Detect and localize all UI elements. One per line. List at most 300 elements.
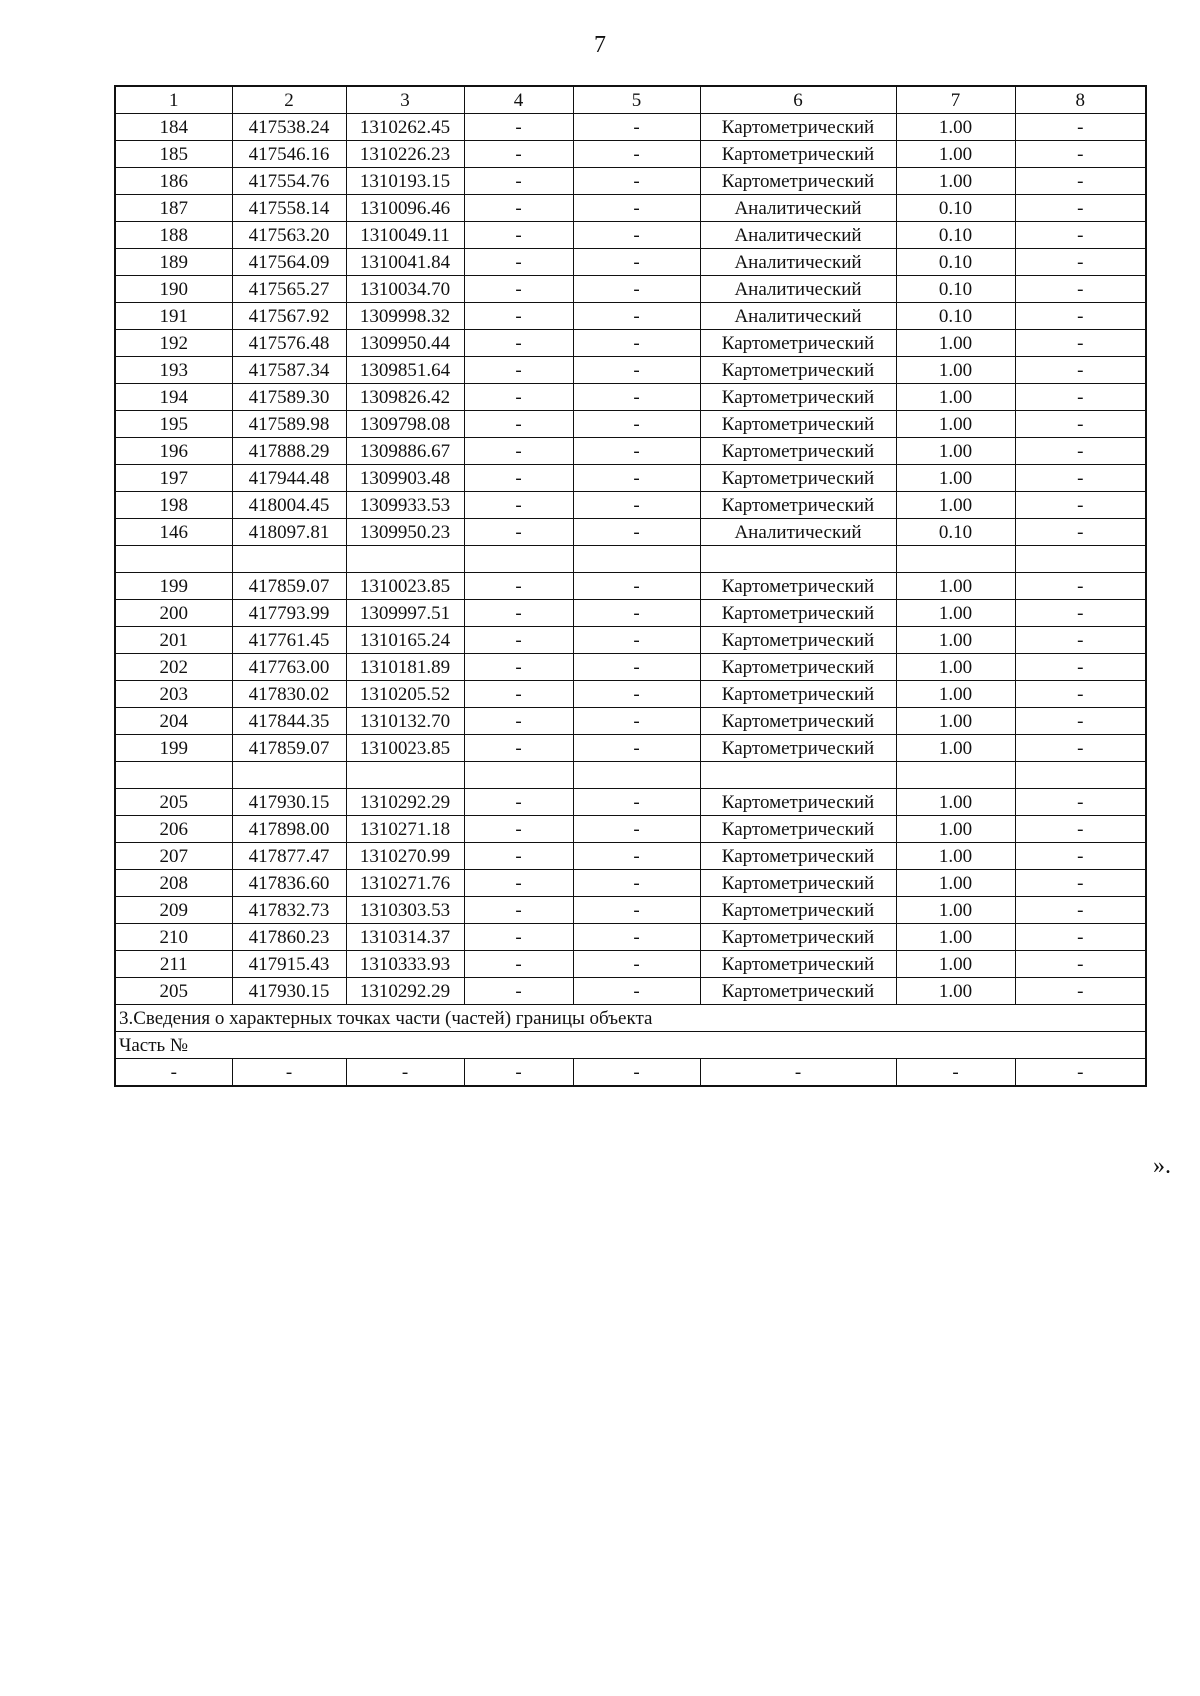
table-cell: 192 (115, 330, 232, 357)
empty-cell (896, 546, 1015, 573)
table-header-row (115, 86, 1146, 114)
table-cell: Аналитический (700, 195, 896, 222)
empty-cell (232, 762, 346, 789)
part-number-label: Часть № (115, 1032, 1146, 1059)
empty-cell (573, 546, 700, 573)
table-cell: 417554.76 (232, 168, 346, 195)
table-cell: - (464, 222, 573, 249)
table-cell: 1310023.85 (346, 573, 464, 600)
table-cell: Картометрический (700, 978, 896, 1005)
table-cell: 1310049.11 (346, 222, 464, 249)
table-cell: - (1015, 708, 1146, 735)
table-row (115, 681, 1146, 708)
table-cell: - (464, 438, 573, 465)
table-cell: 205 (115, 789, 232, 816)
table-row (115, 735, 1146, 762)
table-cell: 417930.15 (232, 789, 346, 816)
table-cell: - (464, 303, 573, 330)
table-cell: - (464, 924, 573, 951)
table-cell: Картометрический (700, 384, 896, 411)
table-cell: 1.00 (896, 735, 1015, 762)
table-cell: - (464, 168, 573, 195)
table-cell: - (464, 735, 573, 762)
empty-cell (232, 546, 346, 573)
table-cell: - (464, 573, 573, 600)
table-cell: - (1015, 276, 1146, 303)
table-cell: 1310205.52 (346, 681, 464, 708)
part-number-row (115, 1032, 1146, 1059)
table-cell: 417558.14 (232, 195, 346, 222)
table-cell: 1.00 (896, 843, 1015, 870)
table-cell: - (573, 924, 700, 951)
table-cell: - (573, 303, 700, 330)
table-cell: - (464, 870, 573, 897)
table-cell: 190 (115, 276, 232, 303)
table-cell: 194 (115, 384, 232, 411)
table-cell: 417915.43 (232, 951, 346, 978)
table-cell: - (573, 681, 700, 708)
table-cell: 1309950.44 (346, 330, 464, 357)
table-cell: - (573, 789, 700, 816)
table-cell: 417830.02 (232, 681, 346, 708)
table-cell: - (1015, 195, 1146, 222)
table-cell: - (1015, 735, 1146, 762)
table-cell: Картометрический (700, 114, 896, 141)
table-cell: - (1015, 924, 1146, 951)
table-cell: 417589.30 (232, 384, 346, 411)
table-row (115, 357, 1146, 384)
table-cell: Картометрический (700, 843, 896, 870)
table-cell: 1.00 (896, 654, 1015, 681)
table-cell: 196 (115, 438, 232, 465)
table-cell: 417587.34 (232, 357, 346, 384)
table-cell: 417832.73 (232, 897, 346, 924)
table-cell: - (1015, 222, 1146, 249)
table-cell: 206 (115, 816, 232, 843)
table-cell: - (464, 411, 573, 438)
table-cell: - (464, 141, 573, 168)
header-cell: 1 (115, 86, 232, 114)
table-cell: - (573, 654, 700, 681)
table-cell: Картометрический (700, 465, 896, 492)
header-cell: 3 (346, 86, 464, 114)
table-cell: 203 (115, 681, 232, 708)
table-row (115, 870, 1146, 897)
table-cell: 1310023.85 (346, 735, 464, 762)
table-cell: 1309798.08 (346, 411, 464, 438)
table-cell: - (464, 492, 573, 519)
table-cell: Картометрический (700, 924, 896, 951)
table-cell: - (1015, 519, 1146, 546)
table-cell: 1.00 (896, 789, 1015, 816)
page-number: 7 (594, 32, 606, 58)
table-row (115, 843, 1146, 870)
table-cell: - (464, 519, 573, 546)
table-cell: - (573, 519, 700, 546)
table-cell: 193 (115, 357, 232, 384)
table-cell: 189 (115, 249, 232, 276)
table-cell: - (464, 789, 573, 816)
table-cell: 1309886.67 (346, 438, 464, 465)
table-cell: 202 (115, 654, 232, 681)
table-cell: 1310303.53 (346, 897, 464, 924)
table-cell: 1.00 (896, 924, 1015, 951)
table-cell: - (1015, 357, 1146, 384)
table-cell: - (464, 708, 573, 735)
table-row (115, 276, 1146, 303)
table-cell: Картометрический (700, 951, 896, 978)
table-cell: 1.00 (896, 330, 1015, 357)
empty-separator-row (115, 546, 1146, 573)
table-cell: Аналитический (700, 276, 896, 303)
table-cell: - (232, 1059, 346, 1087)
table-cell: 417793.99 (232, 600, 346, 627)
table-row (115, 708, 1146, 735)
table-cell: 1309998.32 (346, 303, 464, 330)
table-cell: 1.00 (896, 384, 1015, 411)
table-cell: 204 (115, 708, 232, 735)
table-cell: 199 (115, 735, 232, 762)
table-cell: 1.00 (896, 600, 1015, 627)
table-row (115, 519, 1146, 546)
table-cell: 0.10 (896, 195, 1015, 222)
table-row (115, 411, 1146, 438)
table-cell: - (1015, 411, 1146, 438)
empty-cell (346, 546, 464, 573)
table-cell: 1310034.70 (346, 276, 464, 303)
table-cell: - (573, 411, 700, 438)
table-cell: 187 (115, 195, 232, 222)
table-cell: 1.00 (896, 465, 1015, 492)
table-row (115, 114, 1146, 141)
table-cell: - (464, 465, 573, 492)
table-cell: - (1015, 951, 1146, 978)
table-cell: 417860.23 (232, 924, 346, 951)
table-row (115, 465, 1146, 492)
table-cell: - (896, 1059, 1015, 1087)
table-row (115, 195, 1146, 222)
header-cell: 6 (700, 86, 896, 114)
table-cell: 184 (115, 114, 232, 141)
table-cell: 191 (115, 303, 232, 330)
table-cell: 1.00 (896, 978, 1015, 1005)
table-cell: - (464, 600, 573, 627)
table-cell: - (573, 600, 700, 627)
table-cell: Картометрический (700, 897, 896, 924)
table-cell: 146 (115, 519, 232, 546)
table-cell: - (464, 276, 573, 303)
table-cell: Аналитический (700, 249, 896, 276)
table-cell: - (346, 1059, 464, 1087)
table-row (115, 573, 1146, 600)
table-cell: 188 (115, 222, 232, 249)
section3-title: 3.Сведения о характерных точках части (частей) границы объекта (115, 1005, 1146, 1032)
table-cell: 0.10 (896, 222, 1015, 249)
header-cell: 8 (1015, 86, 1146, 114)
table-cell: - (464, 951, 573, 978)
table-cell: - (1015, 438, 1146, 465)
table-cell: 417538.24 (232, 114, 346, 141)
table-cell: 1310292.29 (346, 978, 464, 1005)
table-cell: 1310165.24 (346, 627, 464, 654)
table-cell: 1310314.37 (346, 924, 464, 951)
table-cell: 1.00 (896, 816, 1015, 843)
table-cell: 1.00 (896, 573, 1015, 600)
table-cell: Картометрический (700, 411, 896, 438)
table-cell: Картометрический (700, 168, 896, 195)
table-cell: - (573, 465, 700, 492)
table-cell: Картометрический (700, 357, 896, 384)
table-row (115, 384, 1146, 411)
table-cell: - (1015, 465, 1146, 492)
table-cell: - (1015, 384, 1146, 411)
table-cell: 205 (115, 978, 232, 1005)
table-cell: 417944.48 (232, 465, 346, 492)
empty-cell (346, 762, 464, 789)
table-row (115, 303, 1146, 330)
table-cell: - (1015, 816, 1146, 843)
table-cell: 417836.60 (232, 870, 346, 897)
table-row (115, 789, 1146, 816)
table-cell: 417563.20 (232, 222, 346, 249)
table-cell: 199 (115, 573, 232, 600)
table-row (115, 141, 1146, 168)
empty-cell (700, 762, 896, 789)
table-cell: Картометрический (700, 438, 896, 465)
table-cell: Картометрический (700, 816, 896, 843)
table-row (115, 600, 1146, 627)
table-cell: - (464, 195, 573, 222)
table-cell: - (573, 114, 700, 141)
table-cell: - (1015, 330, 1146, 357)
table-cell: 418097.81 (232, 519, 346, 546)
table-cell: Картометрический (700, 330, 896, 357)
table-cell: - (573, 357, 700, 384)
empty-cell (464, 546, 573, 573)
table-cell: 418004.45 (232, 492, 346, 519)
empty-part-row (115, 1059, 1146, 1087)
table-cell: - (1015, 114, 1146, 141)
section3-title-row (115, 1005, 1146, 1032)
header-cell: 2 (232, 86, 346, 114)
table-cell: - (1015, 1059, 1146, 1087)
table-row (115, 168, 1146, 195)
table-cell: - (573, 1059, 700, 1087)
table-cell: 211 (115, 951, 232, 978)
table-cell: 417888.29 (232, 438, 346, 465)
table-row (115, 438, 1146, 465)
table-cell: Картометрический (700, 627, 896, 654)
table-cell: 1310096.46 (346, 195, 464, 222)
table-cell: - (573, 978, 700, 1005)
table-cell: Картометрический (700, 492, 896, 519)
table-cell: - (573, 627, 700, 654)
table-cell: 1310041.84 (346, 249, 464, 276)
table-cell: 1.00 (896, 141, 1015, 168)
table-cell: 1310193.15 (346, 168, 464, 195)
table-cell: - (464, 681, 573, 708)
table-cell: 210 (115, 924, 232, 951)
table-cell: - (1015, 492, 1146, 519)
table-cell: - (1015, 600, 1146, 627)
table-cell: - (464, 897, 573, 924)
table-cell: 417589.98 (232, 411, 346, 438)
header-cell: 5 (573, 86, 700, 114)
table-cell: - (115, 1059, 232, 1087)
table-cell: - (1015, 249, 1146, 276)
table-row (115, 330, 1146, 357)
table-cell: - (573, 573, 700, 600)
table-cell: 1.00 (896, 492, 1015, 519)
table-footer (115, 1005, 1146, 1087)
table-cell: - (1015, 627, 1146, 654)
table-cell: Картометрический (700, 573, 896, 600)
table-cell: 1309851.64 (346, 357, 464, 384)
table-cell: 1310181.89 (346, 654, 464, 681)
table-cell: 209 (115, 897, 232, 924)
table-cell: Картометрический (700, 708, 896, 735)
table-cell: 1.00 (896, 357, 1015, 384)
table-cell: 195 (115, 411, 232, 438)
table-cell: - (1015, 303, 1146, 330)
table-cell: 0.10 (896, 303, 1015, 330)
table-cell: - (573, 276, 700, 303)
table-cell: 1310333.93 (346, 951, 464, 978)
table-cell: Картометрический (700, 141, 896, 168)
empty-cell (464, 762, 573, 789)
table-cell: - (1015, 168, 1146, 195)
table-cell: 417761.45 (232, 627, 346, 654)
table-cell: - (1015, 573, 1146, 600)
table-cell: Картометрический (700, 789, 896, 816)
table-cell: 1.00 (896, 438, 1015, 465)
table-cell: 208 (115, 870, 232, 897)
table-row (115, 627, 1146, 654)
table-cell: - (464, 627, 573, 654)
table-cell: - (1015, 843, 1146, 870)
table-row (115, 222, 1146, 249)
table-cell: 417546.16 (232, 141, 346, 168)
table-cell: 1.00 (896, 870, 1015, 897)
table-cell: 1310132.70 (346, 708, 464, 735)
table-cell: 1.00 (896, 114, 1015, 141)
empty-cell (115, 546, 232, 573)
table-cell: - (700, 1059, 896, 1087)
table-cell: 1.00 (896, 951, 1015, 978)
table-cell: 417567.92 (232, 303, 346, 330)
table-cell: - (1015, 654, 1146, 681)
table-cell: Аналитический (700, 519, 896, 546)
coordinates-table (114, 85, 1147, 1087)
table-cell: 417859.07 (232, 735, 346, 762)
table-cell: - (573, 843, 700, 870)
table-row (115, 978, 1146, 1005)
table-cell: 1.00 (896, 708, 1015, 735)
table-row (115, 492, 1146, 519)
table-cell: Аналитический (700, 222, 896, 249)
table-cell: 417564.09 (232, 249, 346, 276)
empty-cell (573, 762, 700, 789)
table-cell: - (464, 249, 573, 276)
table-cell: 417576.48 (232, 330, 346, 357)
table-cell: - (464, 330, 573, 357)
table-cell: 201 (115, 627, 232, 654)
table-cell: - (573, 816, 700, 843)
table-cell: - (573, 168, 700, 195)
table-cell: - (464, 357, 573, 384)
table-cell: 417763.00 (232, 654, 346, 681)
table-cell: Картометрический (700, 654, 896, 681)
table-cell: 0.10 (896, 519, 1015, 546)
table-cell: Аналитический (700, 303, 896, 330)
table-row (115, 951, 1146, 978)
table-cell: 197 (115, 465, 232, 492)
table-cell: 198 (115, 492, 232, 519)
table-cell: 1309903.48 (346, 465, 464, 492)
table-body (115, 86, 1146, 1005)
table-cell: - (573, 195, 700, 222)
table-cell: - (573, 951, 700, 978)
table-cell: 1310270.99 (346, 843, 464, 870)
table-cell: - (464, 654, 573, 681)
table-cell: - (573, 330, 700, 357)
table-cell: 417844.35 (232, 708, 346, 735)
table-cell: 1310271.18 (346, 816, 464, 843)
table-row (115, 654, 1146, 681)
table-cell: - (464, 1059, 573, 1087)
table-cell: - (1015, 978, 1146, 1005)
table-row (115, 249, 1146, 276)
table-cell: - (573, 870, 700, 897)
table-cell: 1309826.42 (346, 384, 464, 411)
header-cell: 4 (464, 86, 573, 114)
table-cell: - (573, 735, 700, 762)
table-cell: - (573, 492, 700, 519)
table-cell: 417877.47 (232, 843, 346, 870)
table-cell: 1310271.76 (346, 870, 464, 897)
table-cell: 417859.07 (232, 573, 346, 600)
table-cell: - (1015, 870, 1146, 897)
table-cell: 417898.00 (232, 816, 346, 843)
table-cell: 1.00 (896, 681, 1015, 708)
table-cell: - (573, 897, 700, 924)
table-cell: 0.10 (896, 276, 1015, 303)
table-cell: Картометрический (700, 681, 896, 708)
table-cell: - (464, 384, 573, 411)
table-cell: - (464, 114, 573, 141)
table-cell: 417565.27 (232, 276, 346, 303)
table-cell: - (573, 249, 700, 276)
empty-cell (115, 762, 232, 789)
table-cell: 1.00 (896, 897, 1015, 924)
table-cell: 1309950.23 (346, 519, 464, 546)
table-cell: 1310292.29 (346, 789, 464, 816)
table-cell: 185 (115, 141, 232, 168)
table-row (115, 924, 1146, 951)
table-cell: 1.00 (896, 627, 1015, 654)
empty-cell (1015, 546, 1146, 573)
table-cell: 1309997.51 (346, 600, 464, 627)
table-cell: 186 (115, 168, 232, 195)
table-cell: - (464, 978, 573, 1005)
table-cell: 0.10 (896, 249, 1015, 276)
empty-cell (700, 546, 896, 573)
table-cell: 1.00 (896, 168, 1015, 195)
table-cell: - (1015, 789, 1146, 816)
table-cell: Картометрический (700, 600, 896, 627)
table-cell: - (573, 141, 700, 168)
table-cell: 1310226.23 (346, 141, 464, 168)
